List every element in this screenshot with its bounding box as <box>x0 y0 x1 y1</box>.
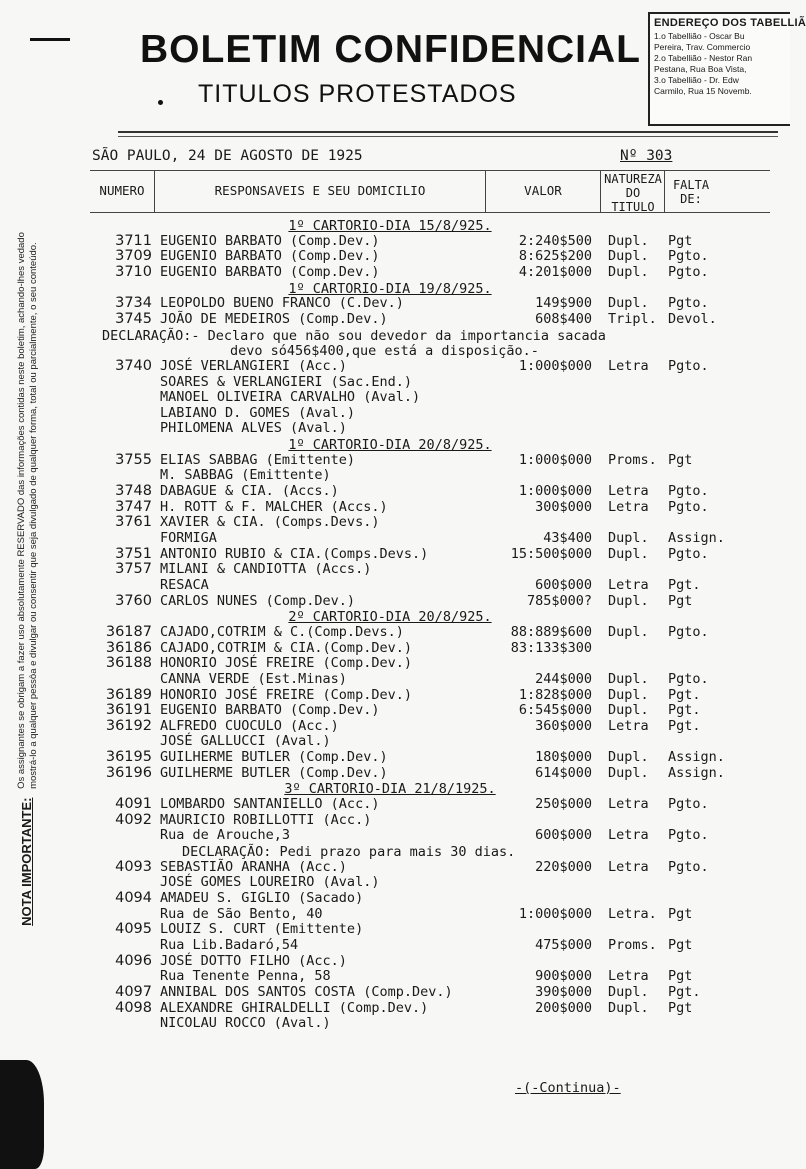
row-responsible: GUILHERME BUTLER (Comp.Dev.) <box>160 764 388 781</box>
row-value: 608$400 <box>535 310 592 327</box>
row-responsible: CANNA VERDE (Est.Minas) <box>160 670 347 687</box>
row-responsible: ALEXANDRE GHIRALDELLI (Comp.Dev.) <box>160 999 429 1016</box>
row-number: 4097 <box>115 983 152 1000</box>
row-responsible: XAVIER & CIA. (Comps.Devs.) <box>160 514 380 531</box>
table-row <box>0 734 771 749</box>
col-header-falta: FALTA DE: <box>672 178 710 206</box>
row-nature: Dupl. <box>608 983 649 1000</box>
row-nature: Dupl. <box>608 295 649 312</box>
row-responsible: ANNIBAL DOS SANTOS COSTA (Comp.Dev.) <box>160 983 453 1000</box>
table-row <box>0 1001 771 1016</box>
row-responsible: FORMIGA <box>160 530 217 546</box>
row-responsible: AMADEU S. GIGLIO (Sacado) <box>160 889 364 906</box>
row-responsible: M. SABBAG (Emittente) <box>160 467 331 484</box>
row-nature: Letra <box>608 498 649 515</box>
row-falta: Pgt. <box>668 686 701 703</box>
row-nature: Dupl. <box>608 530 649 546</box>
table-row <box>0 797 771 812</box>
row-falta: Pgt <box>668 936 693 953</box>
row-number: 3711 <box>115 232 152 249</box>
row-value: 4:201$000 <box>518 263 592 280</box>
row-number: 3757 <box>115 561 152 578</box>
row-falta: Pgt <box>668 232 693 249</box>
address-line: Pereira, Trav. Commercio <box>654 42 751 52</box>
row-value: 600$000 <box>535 827 592 844</box>
row-nature: Dupl. <box>608 248 649 265</box>
table-row <box>0 907 771 922</box>
table-row <box>0 562 771 577</box>
scan-artifact <box>0 1060 44 1169</box>
row-value: 1:828$000 <box>518 686 592 703</box>
row-falta: Pgto. <box>668 623 709 640</box>
row-number: 4096 <box>115 952 152 969</box>
table-row <box>0 296 771 311</box>
row-responsible: RESACA <box>160 576 209 593</box>
table-row <box>0 985 771 1000</box>
row-falta: Pgt <box>668 999 693 1016</box>
address-line: 1.o Tabellião - Oscar Bu <box>654 31 745 41</box>
header-rule <box>118 136 778 137</box>
row-falta: Pgt <box>668 905 693 922</box>
table-row <box>0 703 771 718</box>
row-responsible: EUGENIO BARBATO (Comp.Dev.) <box>160 263 380 280</box>
row-value: 2:240$500 <box>518 232 592 249</box>
row-nature: Dupl. <box>608 670 649 687</box>
table-row <box>0 234 771 249</box>
table-row <box>0 359 771 374</box>
section-heading: 2º CARTORIO-DIA 20/8/925. <box>288 609 492 626</box>
table-row <box>0 453 771 468</box>
col-header-valor: VALOR <box>524 183 562 198</box>
declaration-note: DECLARAÇÃO:- Declaro que não sou devedor da importancia sacada <box>102 327 606 344</box>
row-responsible: JOSÉ GALLUCCI (Aval.) <box>160 733 331 750</box>
row-nature: Letra. <box>608 905 657 922</box>
row-responsible: MAURICIO ROBILLOTTI (Acc.) <box>160 811 372 828</box>
row-number: 3710 <box>115 263 152 280</box>
row-falta: Assign. <box>668 749 725 766</box>
row-responsible: NICOLAU ROCCO (Aval.) <box>160 1015 331 1032</box>
row-responsible: EUGENIO BARBATO (Comp.Dev.) <box>160 702 380 719</box>
col-header-natureza: NATUREZA DO TITULO <box>604 172 662 214</box>
table-row <box>0 766 771 781</box>
date-line: SÃO PAULO, 24 DE AGOSTO DE 1925 <box>92 148 363 164</box>
row-falta: Pgto. <box>668 498 709 515</box>
table-row <box>0 547 771 562</box>
row-number: 36187 <box>105 623 152 640</box>
table-row <box>0 312 771 327</box>
bulletin-number: Nº 303 <box>620 148 673 164</box>
row-responsible: CAJADO,COTRIM & CIA.(Comp.Dev.) <box>160 639 412 656</box>
column-divider <box>600 170 601 212</box>
row-value: 149$900 <box>535 295 592 312</box>
row-number: 36195 <box>105 749 152 766</box>
row-number: 3740 <box>115 357 152 374</box>
declaration-note: DECLARAÇÃO: Pedi prazo para mais 30 dias. <box>182 844 516 860</box>
row-number: 4092 <box>115 811 152 828</box>
table-row <box>0 594 771 609</box>
row-nature: Letra <box>608 576 649 593</box>
row-falta: Pgt <box>668 968 693 985</box>
table-top-rule <box>90 170 770 171</box>
row-nature: Letra <box>608 858 649 875</box>
row-number: 36186 <box>105 639 152 656</box>
row-falta: Pgto. <box>668 796 709 813</box>
row-value: 475$000 <box>535 936 592 953</box>
row-nature: Dupl. <box>608 592 649 609</box>
row-number: 36191 <box>105 702 152 719</box>
row-number: 4094 <box>115 889 152 906</box>
row-value: 390$000 <box>535 983 592 1000</box>
row-responsible: JOSÉ GOMES LOUREIRO (Aval.) <box>160 874 380 891</box>
row-number: 36196 <box>105 764 152 781</box>
table-row <box>0 641 771 656</box>
row-value: 1:000$000 <box>518 905 592 922</box>
row-responsible: JOÃO DE MEDEIROS (Comp.Dev.) <box>160 310 388 327</box>
col-header-numero: NUMERO <box>99 183 145 198</box>
row-nature: Letra <box>608 968 649 985</box>
declaration-note: devo só456$400,que está a disposição.- <box>230 343 539 360</box>
row-number: 36189 <box>105 686 152 703</box>
table-row <box>0 688 771 703</box>
table-row <box>0 719 771 734</box>
row-number: 3747 <box>115 498 152 515</box>
row-falta: Pgto. <box>668 295 709 312</box>
row-nature: Dupl. <box>608 232 649 249</box>
scan-artifact <box>30 38 70 41</box>
table-row <box>0 938 771 953</box>
row-responsible: Rua Lib.Badaró,54 <box>160 936 299 953</box>
row-nature: Dupl. <box>608 263 649 280</box>
row-number: 3751 <box>115 545 152 562</box>
table-row <box>0 390 771 405</box>
row-value: 43$400 <box>543 530 592 546</box>
table-row <box>0 468 771 483</box>
row-nature: Dupl. <box>608 764 649 781</box>
row-falta: Pgt <box>668 451 693 468</box>
row-responsible: HONORIO JOSÉ FREIRE (Comp.Dev.) <box>160 655 412 672</box>
column-divider <box>154 170 155 212</box>
row-number: 3745 <box>115 310 152 327</box>
row-responsible: H. ROTT & F. MALCHER (Accs.) <box>160 498 388 515</box>
row-responsible: EUGENIO BARBATO (Comp.Dev.) <box>160 232 380 249</box>
row-falta: Pgt. <box>668 983 701 1000</box>
section-heading: 3º CARTORIO-DIA 21/8/1925. <box>284 781 496 798</box>
bulletin-title: BOLETIM CONFIDENCIAL <box>140 28 641 71</box>
table-row <box>0 813 771 828</box>
row-value: 1:000$000 <box>518 451 592 468</box>
row-value: 244$000 <box>535 670 592 687</box>
row-value: 600$000 <box>535 576 592 593</box>
row-responsible: LOMBARDO SANTANIELLO (Acc.) <box>160 796 380 813</box>
row-number: 4098 <box>115 999 152 1016</box>
address-line: Pestana, Rua Boa Vista, <box>654 64 747 74</box>
table-row <box>0 531 771 546</box>
row-number: 3760 <box>115 592 152 609</box>
header-rule <box>118 131 778 133</box>
row-responsible: LOUIZ S. CURT (Emittente) <box>160 921 364 938</box>
row-nature: Letra <box>608 717 649 734</box>
row-nature: Tripl. <box>608 310 657 327</box>
row-value: 83:133$300 <box>510 639 592 656</box>
row-nature: Dupl. <box>608 749 649 766</box>
address-line: 3.o Tabellião - Dr. Edw <box>654 75 739 85</box>
continua-text: -(-Continua)- <box>515 1080 621 1096</box>
table-row <box>0 406 771 421</box>
table-row <box>0 875 771 890</box>
side-note-line: Os assignantes se obrigam a fazer uso absolutamente RESERVADO das informações contidas neste boletim, achando-lhes vedado <box>16 232 27 789</box>
table-row <box>0 656 771 671</box>
bulletin-subtitle: TITULOS PROTESTADOS <box>198 80 517 108</box>
row-falta: Pgt. <box>668 702 701 719</box>
row-value: 300$000 <box>535 498 592 515</box>
section-heading: 1º CARTORIO-DIA 15/8/925. <box>288 218 492 234</box>
address-heading: ENDEREÇO DOS TABELLIÃ <box>654 17 806 29</box>
row-falta: Pgt <box>668 592 693 609</box>
row-responsible: CAJADO,COTRIM & C.(Comp.Devs.) <box>160 623 404 640</box>
row-falta: Pgto. <box>668 483 709 500</box>
row-number: 36188 <box>105 655 152 672</box>
table-row <box>0 500 771 515</box>
row-responsible: ELIAS SABBAG (Emittente) <box>160 451 356 468</box>
row-falta: Assign. <box>668 530 725 546</box>
row-responsible: SEBASTIÃO ARANHA (Acc.) <box>160 858 347 875</box>
row-falta: Pgto. <box>668 357 709 374</box>
row-value: 220$000 <box>535 858 592 875</box>
section-heading: 1º CARTORIO-DIA 19/8/925. <box>288 280 492 297</box>
row-value: 785$000? <box>526 592 592 609</box>
table-row <box>0 375 771 390</box>
row-responsible: JOSÉ VERLANGIERI (Acc.) <box>160 357 347 374</box>
side-note-line: mostrá-lo a qualquer pessôa e divulgar ou consentir que seja divulgado de qualquer forma, total ou parcialmente, o seu conteúdo. <box>28 242 39 789</box>
row-nature: Proms. <box>608 936 657 953</box>
row-responsible: PHILOMENA ALVES (Aval.) <box>160 420 347 437</box>
row-falta: Pgto. <box>668 670 709 687</box>
continua-label <box>515 1080 621 1096</box>
table-row <box>0 484 771 499</box>
table-row <box>0 578 771 593</box>
row-nature: Dupl. <box>608 999 649 1016</box>
row-falta: Pgt. <box>668 576 701 593</box>
row-value: 15:500$000 <box>510 545 592 562</box>
row-value: 200$000 <box>535 999 592 1016</box>
row-responsible: MILANI & CANDIOTTA (Accs.) <box>160 561 372 578</box>
table-row <box>0 750 771 765</box>
table-row <box>0 515 771 530</box>
row-number: 3709 <box>115 248 152 265</box>
row-number: 3755 <box>115 451 152 468</box>
row-nature: Letra <box>608 483 649 500</box>
row-value: 360$000 <box>535 717 592 734</box>
table-row <box>0 249 771 264</box>
row-responsible: SOARES & VERLANGIERI (Sac.End.) <box>160 373 412 390</box>
row-value: 88:889$600 <box>510 623 592 640</box>
row-responsible: ANTONIO RUBIO & CIA.(Comps.Devs.) <box>160 545 429 562</box>
row-nature: Dupl. <box>608 545 649 562</box>
row-responsible: JOSÉ DOTTO FILHO (Acc.) <box>160 952 347 969</box>
row-responsible: MANOEL OLIVEIRA CARVALHO (Aval.) <box>160 389 421 406</box>
row-nature: Proms. <box>608 451 657 468</box>
row-value: 1:000$000 <box>518 483 592 500</box>
address-line: Carmilo, Rua 15 Novemb. <box>654 86 752 96</box>
row-number: 36192 <box>105 717 152 734</box>
row-value: 900$000 <box>535 968 592 985</box>
row-responsible: ALFREDO CUOCULO (Acc.) <box>160 717 339 734</box>
row-nature: Dupl. <box>608 702 649 719</box>
table-row <box>0 954 771 969</box>
table-row <box>0 421 771 436</box>
row-nature: Letra <box>608 796 649 813</box>
row-number: 3761 <box>115 514 152 531</box>
row-falta: Pgto. <box>668 248 709 265</box>
table-row <box>0 672 771 687</box>
row-falta: Pgto. <box>668 858 709 875</box>
row-number: 4093 <box>115 858 152 875</box>
section-heading: 1º CARTORIO-DIA 20/8/925. <box>288 437 492 454</box>
row-falta: Pgto. <box>668 263 709 280</box>
row-falta: Devol. <box>668 310 717 327</box>
row-responsible: Rua Tenente Penna, 58 <box>160 968 331 985</box>
row-nature: Dupl. <box>608 623 649 640</box>
row-value: 250$000 <box>535 796 592 813</box>
row-falta: Pgto. <box>668 545 709 562</box>
row-responsible: CARLOS NUNES (Comp.Dev.) <box>160 592 356 609</box>
table-header-rule <box>90 212 770 213</box>
scan-artifact <box>158 100 163 105</box>
row-responsible: Rua de São Bento, 40 <box>160 905 323 922</box>
row-falta: Assign. <box>668 764 725 781</box>
table-row <box>0 891 771 906</box>
address-line: 2.o Tabellião - Nestor Ran <box>654 53 753 63</box>
table-row <box>0 265 771 280</box>
row-responsible: LEOPOLDO BUENO FRANCO (C.Dev.) <box>160 295 404 312</box>
column-divider <box>664 170 665 212</box>
row-responsible: EUGENIO BARBATO (Comp.Dev.) <box>160 248 380 265</box>
table-row <box>0 1016 771 1031</box>
table-row <box>0 922 771 937</box>
row-number: 4091 <box>115 796 152 813</box>
table-row <box>0 969 771 984</box>
table-row <box>0 828 771 843</box>
row-value: 180$000 <box>535 749 592 766</box>
row-value: 1:000$000 <box>518 357 592 374</box>
row-falta: Pgt. <box>668 717 701 734</box>
row-number: 4095 <box>115 921 152 938</box>
row-nature: Letra <box>608 827 649 844</box>
row-responsible: DABAGUE & CIA. (Accs.) <box>160 483 339 500</box>
row-value: 8:625$200 <box>518 248 592 265</box>
table-row <box>0 625 771 640</box>
row-responsible: Rua de Arouche,3 <box>160 827 291 844</box>
row-responsible: HONORIO JOSÉ FREIRE (Comp.Dev.) <box>160 686 412 703</box>
row-number: 3748 <box>115 483 152 500</box>
row-nature: Letra <box>608 357 649 374</box>
col-header-responsaveis: RESPONSAVEIS E SEU DOMICILIO <box>214 183 426 198</box>
side-note-label: NOTA IMPORTANTE: <box>18 797 34 926</box>
row-value: 614$000 <box>535 764 592 781</box>
row-value: 6:545$000 <box>518 702 592 719</box>
row-responsible: LABIANO D. GOMES (Aval.) <box>160 404 356 421</box>
row-nature: Dupl. <box>608 686 649 703</box>
row-number: 3734 <box>115 295 152 312</box>
row-falta: Pgto. <box>668 827 709 844</box>
table-row <box>0 860 771 875</box>
row-responsible: GUILHERME BUTLER (Comp.Dev.) <box>160 749 388 766</box>
address-box <box>648 12 806 126</box>
